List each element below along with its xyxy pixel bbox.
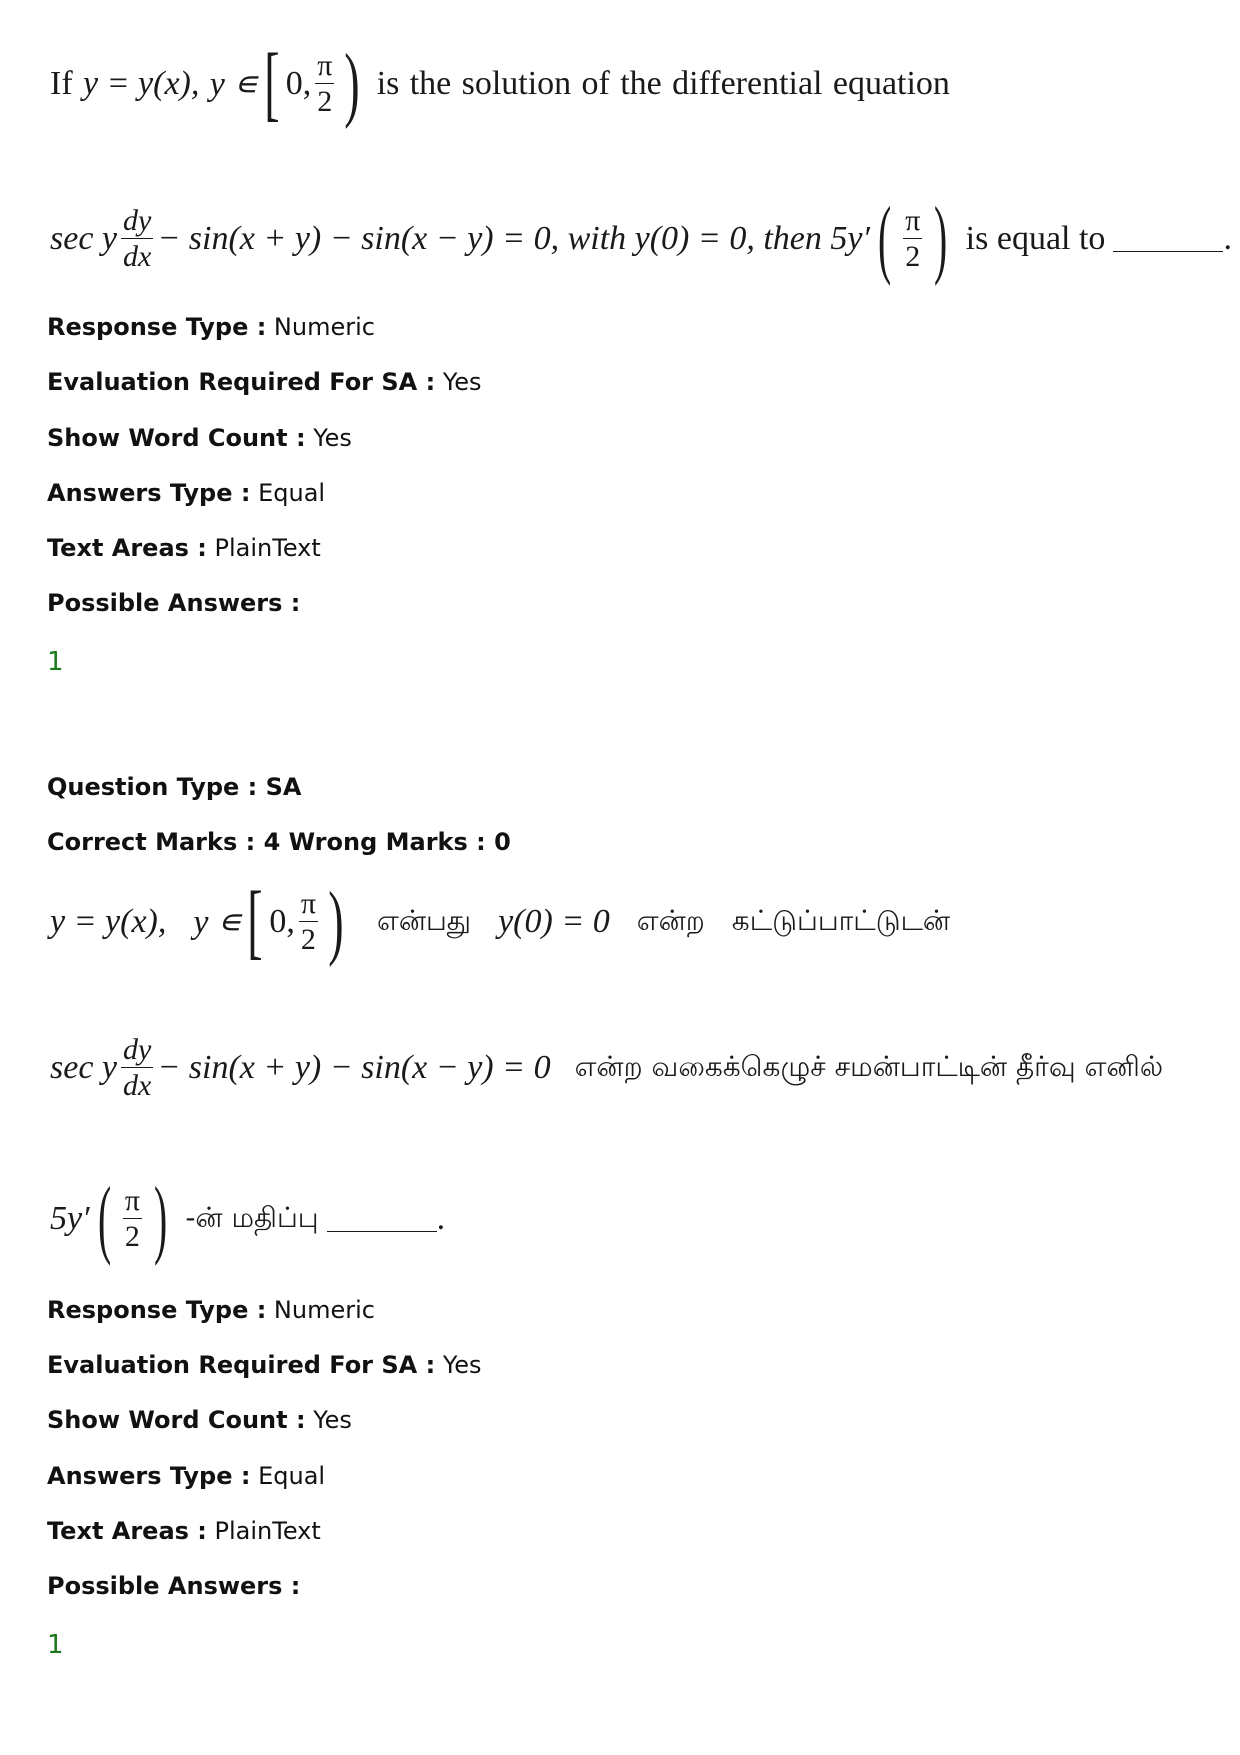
q1-tail: is equal to: [965, 220, 1106, 257]
q1-answers-type: [47, 479, 325, 507]
q1-response-type-value: Numeric: [266, 313, 375, 341]
q1-word-0: is: [376, 65, 400, 102]
q1-evaluation-required: [47, 368, 482, 396]
q1-if-word: If: [50, 65, 73, 102]
q2-text-areas-key: Text Areas :: [47, 1517, 207, 1545]
q2-dy-dx: [121, 1035, 153, 1101]
q2-possible-answers: [47, 1572, 300, 1600]
q2-text-areas: [47, 1517, 321, 1545]
q2-evaluation-key: Evaluation Required For SA :: [47, 1351, 436, 1379]
q2-evaluation-required: [47, 1351, 482, 1379]
q2-evaluation-value: Yes: [435, 1351, 482, 1379]
q1-text-areas: [47, 534, 321, 562]
q1-show-word-count: [47, 424, 352, 452]
q1-text-areas-value: PlainText: [206, 534, 321, 562]
q2-open-bracket: [: [247, 875, 264, 968]
q1-close-paren-2: ): [934, 190, 948, 287]
q1-pi: π: [317, 49, 333, 82]
q2-question-line-3: [50, 1170, 446, 1267]
q2-value-of: -ன் மதிப்பு: [185, 1200, 319, 1234]
q2-period: .: [436, 1200, 446, 1237]
q1-word-4: the: [620, 65, 662, 102]
q2-word-count-value: Yes: [305, 1406, 352, 1434]
q2-response-type-value: Numeric: [266, 1296, 375, 1324]
q2-domain: [193, 875, 350, 968]
q1-response-type: [47, 313, 375, 341]
q1-text-areas-key: Text Areas :: [47, 534, 207, 562]
q1-word-3: of: [581, 65, 610, 102]
q1-pi-2: π: [905, 204, 921, 237]
q1-possible-answers: [47, 589, 300, 617]
q2-marks-text: Correct Marks : 4 Wrong Marks : 0: [47, 828, 511, 856]
q1-evaluation-key: Evaluation Required For SA :: [47, 368, 436, 396]
q2-answer-value: 1: [47, 1630, 64, 1660]
q2-pi-3: π: [124, 1184, 140, 1217]
q1-dx: dx: [123, 240, 152, 273]
q1-word-6: equation: [832, 65, 950, 102]
q2-response-type: [47, 1296, 375, 1324]
q2-answer-blank: [327, 1207, 437, 1232]
q1-answers-type-value: Equal: [250, 479, 326, 507]
q1-domain: [209, 37, 367, 130]
q2-dx: dx: [123, 1069, 152, 1102]
q2-answers-type-key: Answers Type :: [47, 1462, 251, 1490]
q2-domain-zero: 0,: [269, 903, 295, 940]
q2-pi-over-two-3: [123, 1186, 142, 1252]
q1-dy-dx: [121, 206, 153, 272]
q1-word-count-key: Show Word Count :: [47, 424, 306, 452]
q1-open-bracket: [: [264, 37, 280, 130]
q1-response-type-key: Response Type :: [47, 313, 267, 341]
q1-question-line-1: [50, 37, 950, 130]
q2-close-paren-3: ): [154, 1170, 168, 1267]
q1-answer-blank: [1113, 227, 1223, 252]
q1-equation-rest: − sin(x + y) − sin(x − y) = 0, with y(0) = 0, then 5y′: [157, 220, 870, 257]
q2-question-line-1: [50, 875, 950, 968]
q1-function-def: y = y(x),: [83, 65, 200, 102]
q2-tamil-word-2: என்ற: [636, 903, 705, 937]
q2-five-y-prime: 5y′: [50, 1200, 90, 1237]
q1-sec-y: sec y: [50, 220, 118, 257]
q1-word-2: solution: [461, 65, 572, 102]
q2-open-paren: (: [97, 1170, 111, 1267]
q1-word-1: the: [409, 65, 452, 102]
q2-domain-prefix: y ∊: [193, 904, 242, 941]
q2-two-3: 2: [124, 1220, 140, 1253]
q2-question-type-text: Question Type : SA: [47, 773, 302, 801]
q2-equation-rest: − sin(x + y) − sin(x − y) = 0: [157, 1049, 551, 1086]
q1-domain-prefix: y ∊: [209, 66, 258, 103]
q2-answers-type-value: Equal: [250, 1462, 326, 1490]
q2-marks: [47, 828, 511, 856]
q1-open-paren: (: [877, 190, 892, 287]
q1-evaluation-value: Yes: [435, 368, 482, 396]
q1-dy: dy: [123, 204, 152, 237]
q1-period: .: [1223, 220, 1232, 257]
q1-domain-zero: 0,: [285, 65, 312, 102]
q2-pi: π: [300, 887, 316, 920]
q2-word-count-key: Show Word Count :: [47, 1406, 306, 1434]
q2-two: 2: [300, 923, 316, 956]
q2-possible-answers-key: Possible Answers :: [47, 1572, 301, 1600]
q2-tamil-word-1: என்பது: [376, 903, 472, 937]
q2-tamil-word-3: கட்டுப்பாட்டுடன்: [731, 903, 950, 937]
q1-possible-answers-key: Possible Answers :: [47, 589, 301, 617]
q2-show-word-count: [47, 1406, 352, 1434]
q2-function-def: y = y(x),: [50, 903, 167, 940]
q2-response-type-key: Response Type :: [47, 1296, 267, 1324]
q2-text-areas-value: PlainText: [206, 1517, 321, 1545]
q2-answers-type: [47, 1462, 325, 1490]
q2-question-line-2: [50, 1035, 1163, 1101]
q1-pi-over-two-2: [903, 206, 922, 272]
q1-word-count-value: Yes: [305, 424, 352, 452]
q2-sec-y: sec y: [50, 1049, 118, 1086]
q1-word-5: differential: [672, 65, 823, 102]
q2-pi-over-two: [299, 889, 318, 955]
q1-two: 2: [317, 85, 333, 118]
q1-pi-over-two: [315, 51, 334, 117]
q2-tamil-phrase: என்ற வகைக்கெழுச் சமன்பாட்டின் தீர்வு எனில்: [574, 1049, 1164, 1083]
q1-close-paren: ): [344, 37, 361, 130]
q1-answers-type-key: Answers Type :: [47, 479, 251, 507]
q2-condition: y(0) = 0: [498, 903, 610, 940]
q2-dy: dy: [123, 1033, 152, 1066]
q2-close-paren: ): [328, 875, 344, 968]
q1-question-line-2: [50, 190, 1232, 287]
q2-question-type: [47, 773, 301, 801]
q1-two-2: 2: [905, 240, 921, 273]
q1-answer-value: 1: [47, 647, 64, 677]
